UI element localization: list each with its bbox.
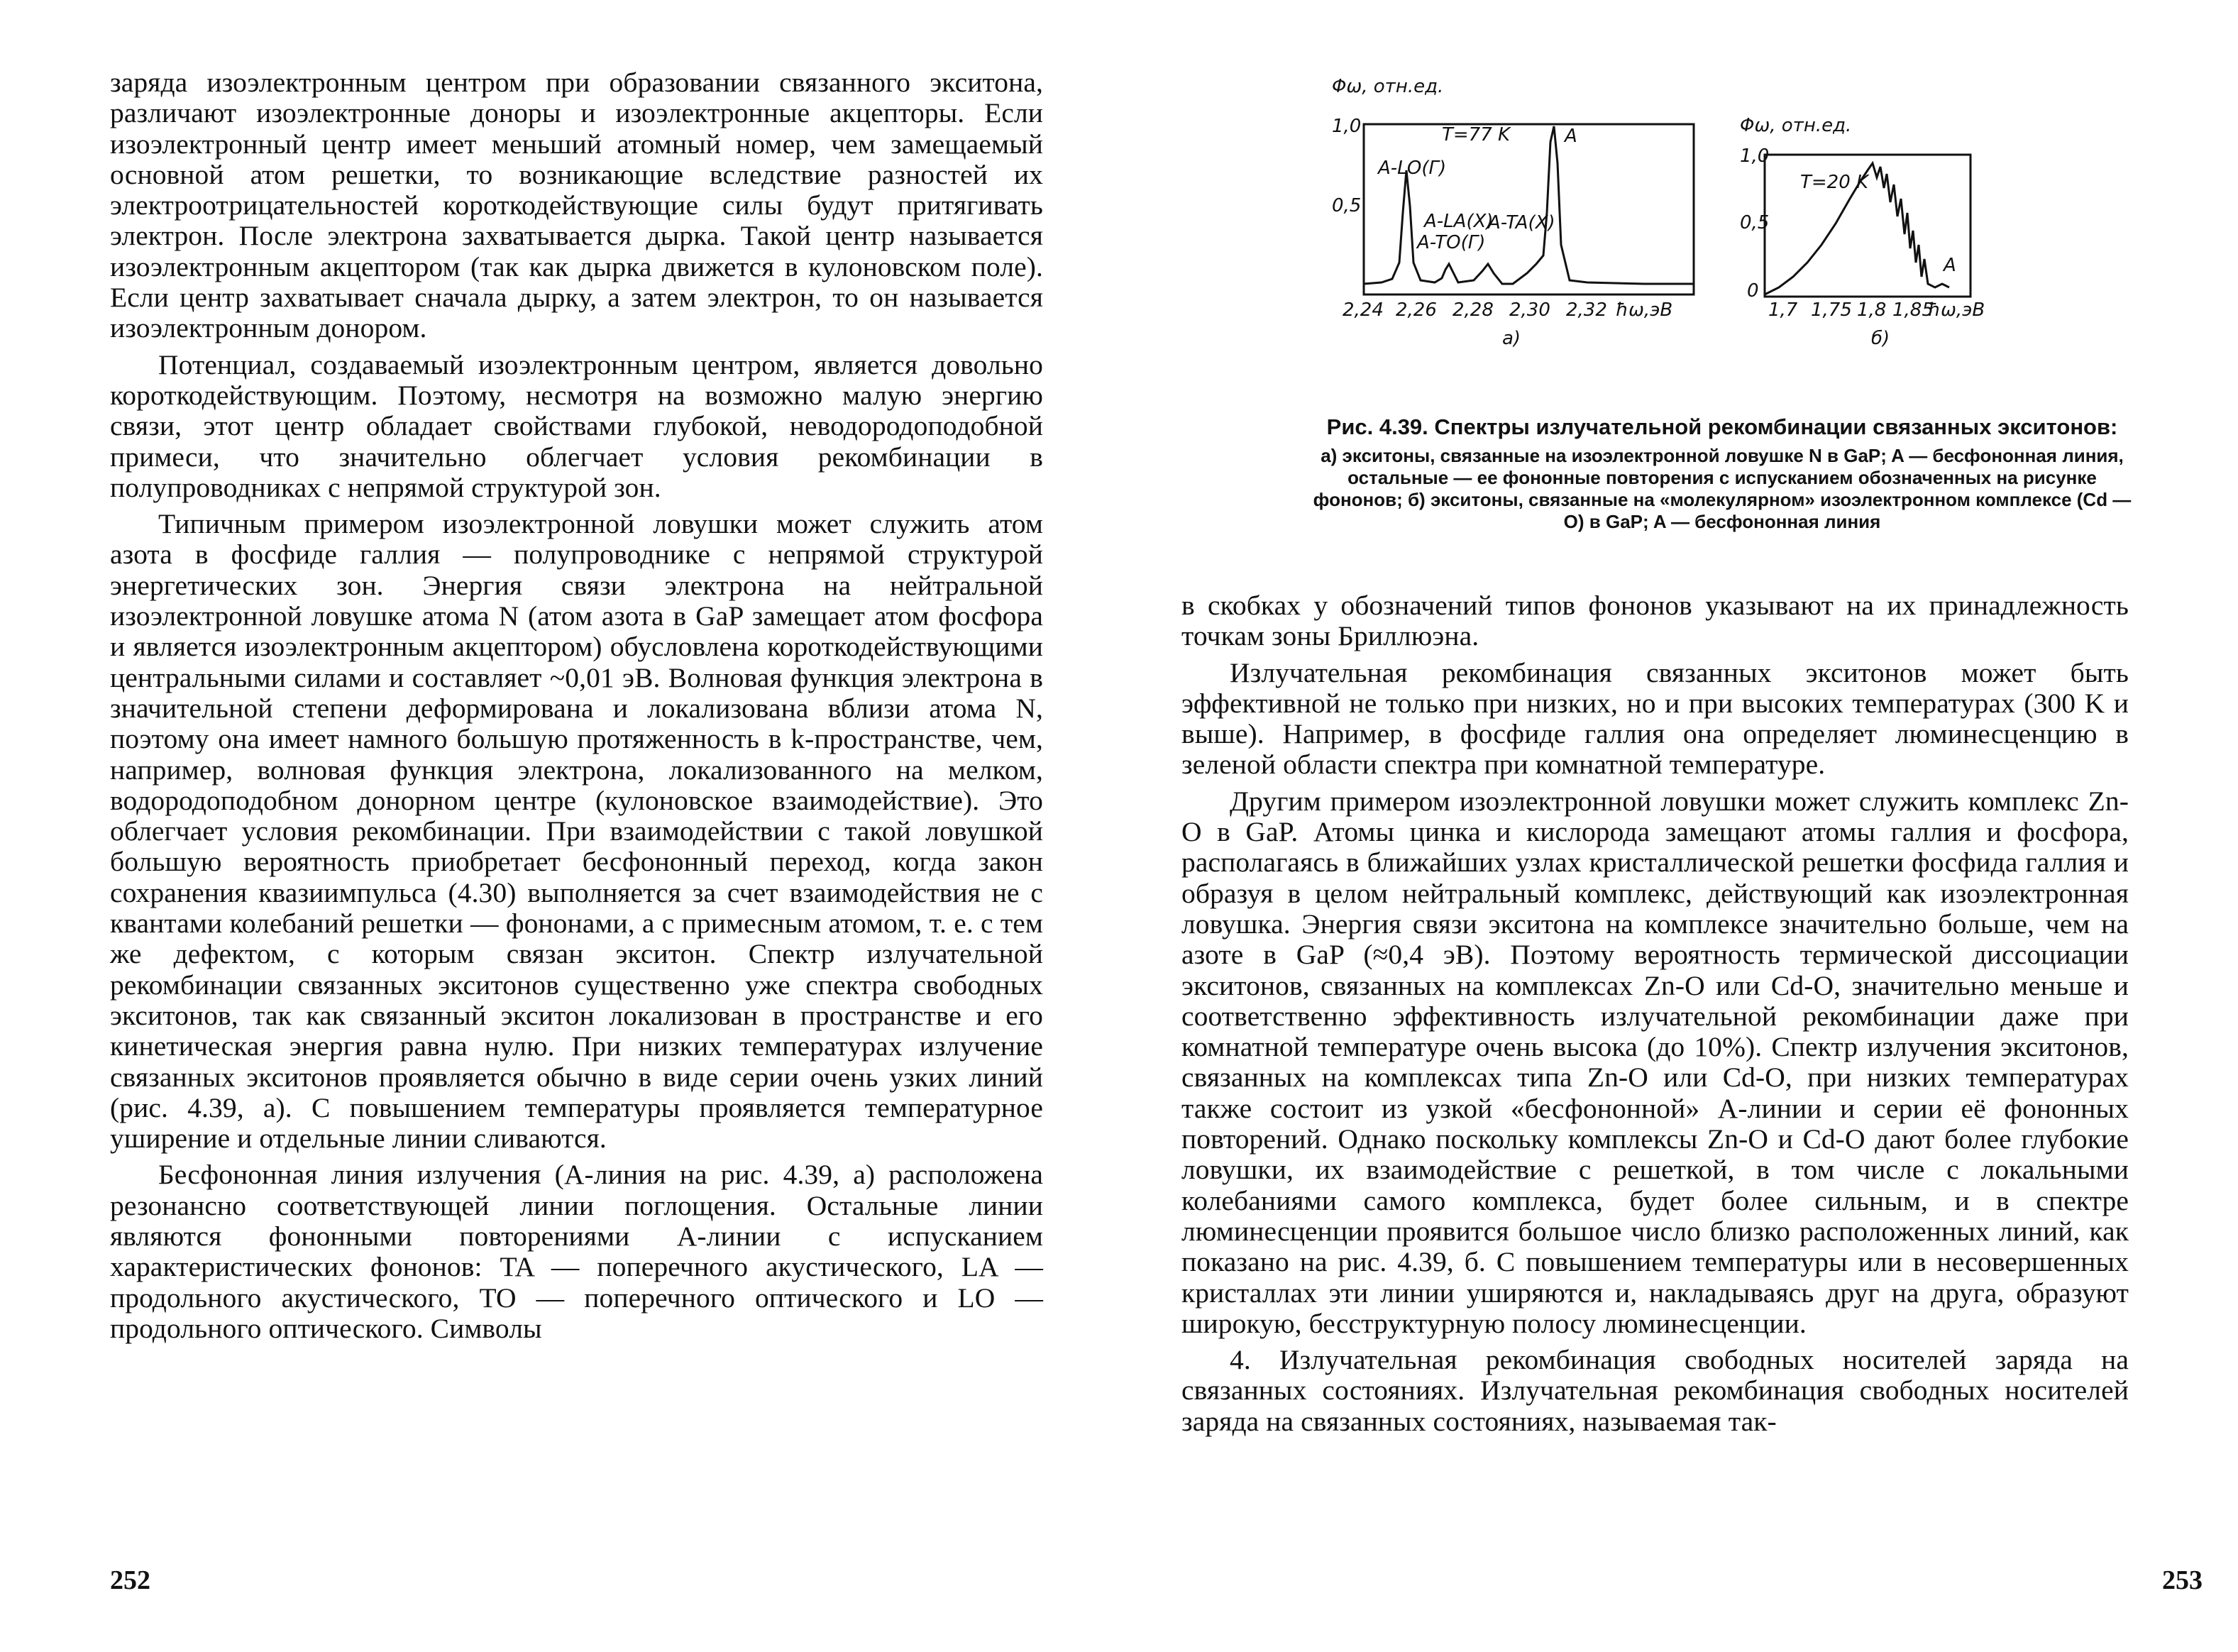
right-page-text	[1181, 590, 2129, 1437]
right-page-number: 253	[2162, 1565, 2203, 1595]
left-paragraph-2: Потенциал, создаваемый изоэлектронным центром, является довольно короткодействующим. Поэтому, несмотря на возможно малую энергию связи, этот центр обладает свойствами глубокой, неводородоподобной примеси, что значительно облегчает условия рекомбинации в полупроводниках с непрямой структурой зон.	[110, 348, 1043, 503]
panel-a	[1332, 76, 1694, 349]
panel-a-frame	[1364, 124, 1694, 294]
panel-b-x-tick-4: 1,85	[1892, 299, 1934, 321]
figure-caption-title: Рис. 4.39. Спектры излучательной рекомбинации связанных экситонов:	[1326, 414, 2118, 439]
panel-a-x-label: ħω,эВ	[1616, 299, 1673, 321]
panel-a-y-label: Φω, отн.ед.	[1332, 76, 1444, 97]
left-page-number: 252	[110, 1565, 150, 1595]
panel-b-y-tick-3: 0	[1747, 280, 1759, 302]
figure-caption	[1311, 415, 2134, 533]
panel-b-x-tick-2: 1,75	[1811, 299, 1852, 321]
panel-a-peak-ata: A-TA(X)	[1488, 212, 1555, 233]
left-page-text	[110, 67, 1043, 1344]
panel-a-peak-a: A	[1565, 126, 1577, 147]
panel-b-x-label: ħω,эВ	[1928, 299, 1985, 321]
panel-a-x-tick-4: 2,30	[1509, 299, 1550, 321]
panel-a-x-tick-2: 2,26	[1396, 299, 1437, 321]
right-paragraph-3: Другим примером изоэлектронной ловушки может служить комплекс Zn-O в GaP. Атомы цинка и кислорода замещают атомы галлия и фосфора, располагаясь в ближайших узлах кристаллической решетки фосфида галлия и образуя в целом нейтральный комплекс, действующий как изоэлектронная ловушка. Энергия связи экситона на комплексе значительно больше, чем на азоте в GaP (≈0,4 эВ). Поэтому вероятность термической диссоциации экситонов, связанных на комплексах Zn-O или Cd-O, значительно меньше и соответственно эффективность излучательной рекомбинации даже при комнатной температуре очень высока (до 10%). Спектр излучения экситонов, связанных на комплексах типа Zn-O или Cd-O, при низких температурах также состоит из узкой «бесфононной» А-линии и серии её фононных повторений. Однако поскольку комплексы Zn-O и Cd-O дают более глубокие ловушки, их взаимодействие с решеткой, в том числе с локальными колебаниями самого комплекса, будет более сильным, и в спектре люминесценции проявится большое число близко расположенных линий, как показано на рис. 4.39, б. С повышением температуры или в несовершенных кристаллах эти линии уширяются и, накладываясь друг на друга, образуют широкую, бесструктурную полосу люминесценции.	[1181, 785, 2129, 1339]
panel-a-x-tick-5: 2,32	[1566, 299, 1607, 321]
figure-4-39	[1119, 71, 2238, 582]
panel-a-x-tick-3: 2,28	[1453, 299, 1494, 321]
panel-b	[1740, 115, 1985, 349]
panel-a-peak-ala: A-LA(X)	[1424, 211, 1494, 232]
panel-b-y-tick-1: 1,0	[1740, 145, 1770, 167]
right-paragraph-4: 4. Излучательная рекомбинация свободных носителей заряда на связанных состояниях. Излучательная рекомбинация свободных носителей заряда на связанных состояниях, называемая так-	[1181, 1344, 2129, 1437]
panel-b-peak-a: A	[1944, 255, 1956, 276]
panel-a-peak-ato: A-TO(Г)	[1417, 232, 1486, 253]
panel-b-x-tick-3: 1,8	[1857, 299, 1887, 321]
left-paragraph-4: Бесфононная линия излучения (А-линия на рис. 4.39, а) расположена резонансно соответствующей линии поглощения. Остальные линии являются фононными повторениями А-линии с испусканием характеристических фононов: TA — поперечного акустического, LA — продольного акустического, TO — поперечного оптического и LO — продольного оптического. Символы	[110, 1159, 1043, 1344]
panel-b-x-tick-1: 1,7	[1768, 299, 1798, 321]
right-paragraph-2: Излучательная рекомбинация связанных экситонов может быть эффективной не только при низких, но и при высоких температурах (300 K и выше). Например, в фосфиде галлия она определяет люминесценцию в зеленой области спектра при комнатной температуре.	[1181, 656, 2129, 781]
panel-b-temperature: T=20 K	[1800, 172, 1869, 193]
right-paragraph-1: в скобках у обозначений типов фононов указывают на их принадлежность точкам зоны Бриллюэна.	[1181, 590, 2129, 652]
panel-a-x-tick-1: 2,24	[1343, 299, 1384, 321]
panel-a-peak-alo: A-LO(Г)	[1378, 158, 1447, 179]
right-page	[1119, 0, 2238, 1652]
panel-a-y-tick-2: 0,5	[1332, 195, 1362, 216]
left-paragraph-3: Типичным примером изоэлектронной ловушки может служить атом азота в фосфиде галлия — полупроводнике с непрямой структурой энергетических зон. Энергия связи электрона на нейтральной изоэлектронной ловушке атома N (атом азота в GaP замещает атом фосфора и является изоэлектронным акцептором) обусловлена короткодействующими центральными силами и составляет ~0,01 эВ. Волновая функция электрона в значительной степени деформирована и локализована вблизи атома N, поэтому она имеет намного большую протяженность в k-пространстве, чем, например, волновая функция электрона, локализованного на мелком, водородоподобном донорном центре (кулоновское взаимодействие). Это облегчает условия рекомбинации. При взаимодействии с такой ловушкой большую вероятность приобретает бесфононный переход, когда закон сохранения квазиимпульса (4.30) выполняется за счет взаимодействия не с квантами колебаний решетки — фононами, а с примесным атомом, т. е. с тем же дефектом, с которым связан экситон. Спектр излучательной рекомбинации связанных экситонов существенно уже спектра свободных экситонов, так как связанный экситон локализован в пространстве и его кинетическая энергия равна нулю. При низких температурах излучение связанных экситонов проявляется обычно в виде серии очень узких линий (рис. 4.39, а). С повышением температуры проявляется температурное уширение и отдельные линии сливаются.	[110, 508, 1043, 1155]
panel-a-y-tick-1: 1,0	[1332, 116, 1362, 137]
figure-caption-body: а) экситоны, связанные на изоэлектронной ловушке N в GaP; A — бесфононная линия, остальные — ее фононные повторения с испусканием обозначенных на рисунке фононов; б) экситоны, связанные на «молекулярном» изоэлектронном комплексе (Cd — O) в GaP; A — бесфононная линия	[1313, 445, 2132, 532]
panel-b-y-tick-2: 0,5	[1740, 212, 1770, 233]
panel-a-temperature: T=77 K	[1442, 124, 1511, 145]
panel-b-y-label: Φω, отн.ед.	[1740, 115, 1852, 136]
panel-a-spectrum-curve	[1364, 126, 1694, 284]
left-paragraph-1: заряда изоэлектронным центром при образовании связанного экситона, различают изоэлектронные доноры и изоэлектронные акцепторы. Если изоэлектронный центр имеет меньший атомный номер, чем замещаемый основной атом решетки, то возникающие вследствие разностей их электроотрицательностей короткодействующие силы будут притягивать электрон. После электрона захватывается дырка. Такой центр называется изоэлектронным акцептором (так как дырка движется в кулоновском поле). Если центр захватывает сначала дырку, а затем электрон, то он называется изоэлектронным донором.	[110, 67, 1043, 344]
panel-b-letter: б)	[1871, 328, 1890, 349]
figure-plots	[1119, 71, 2238, 412]
panel-a-letter: а)	[1502, 328, 1521, 349]
